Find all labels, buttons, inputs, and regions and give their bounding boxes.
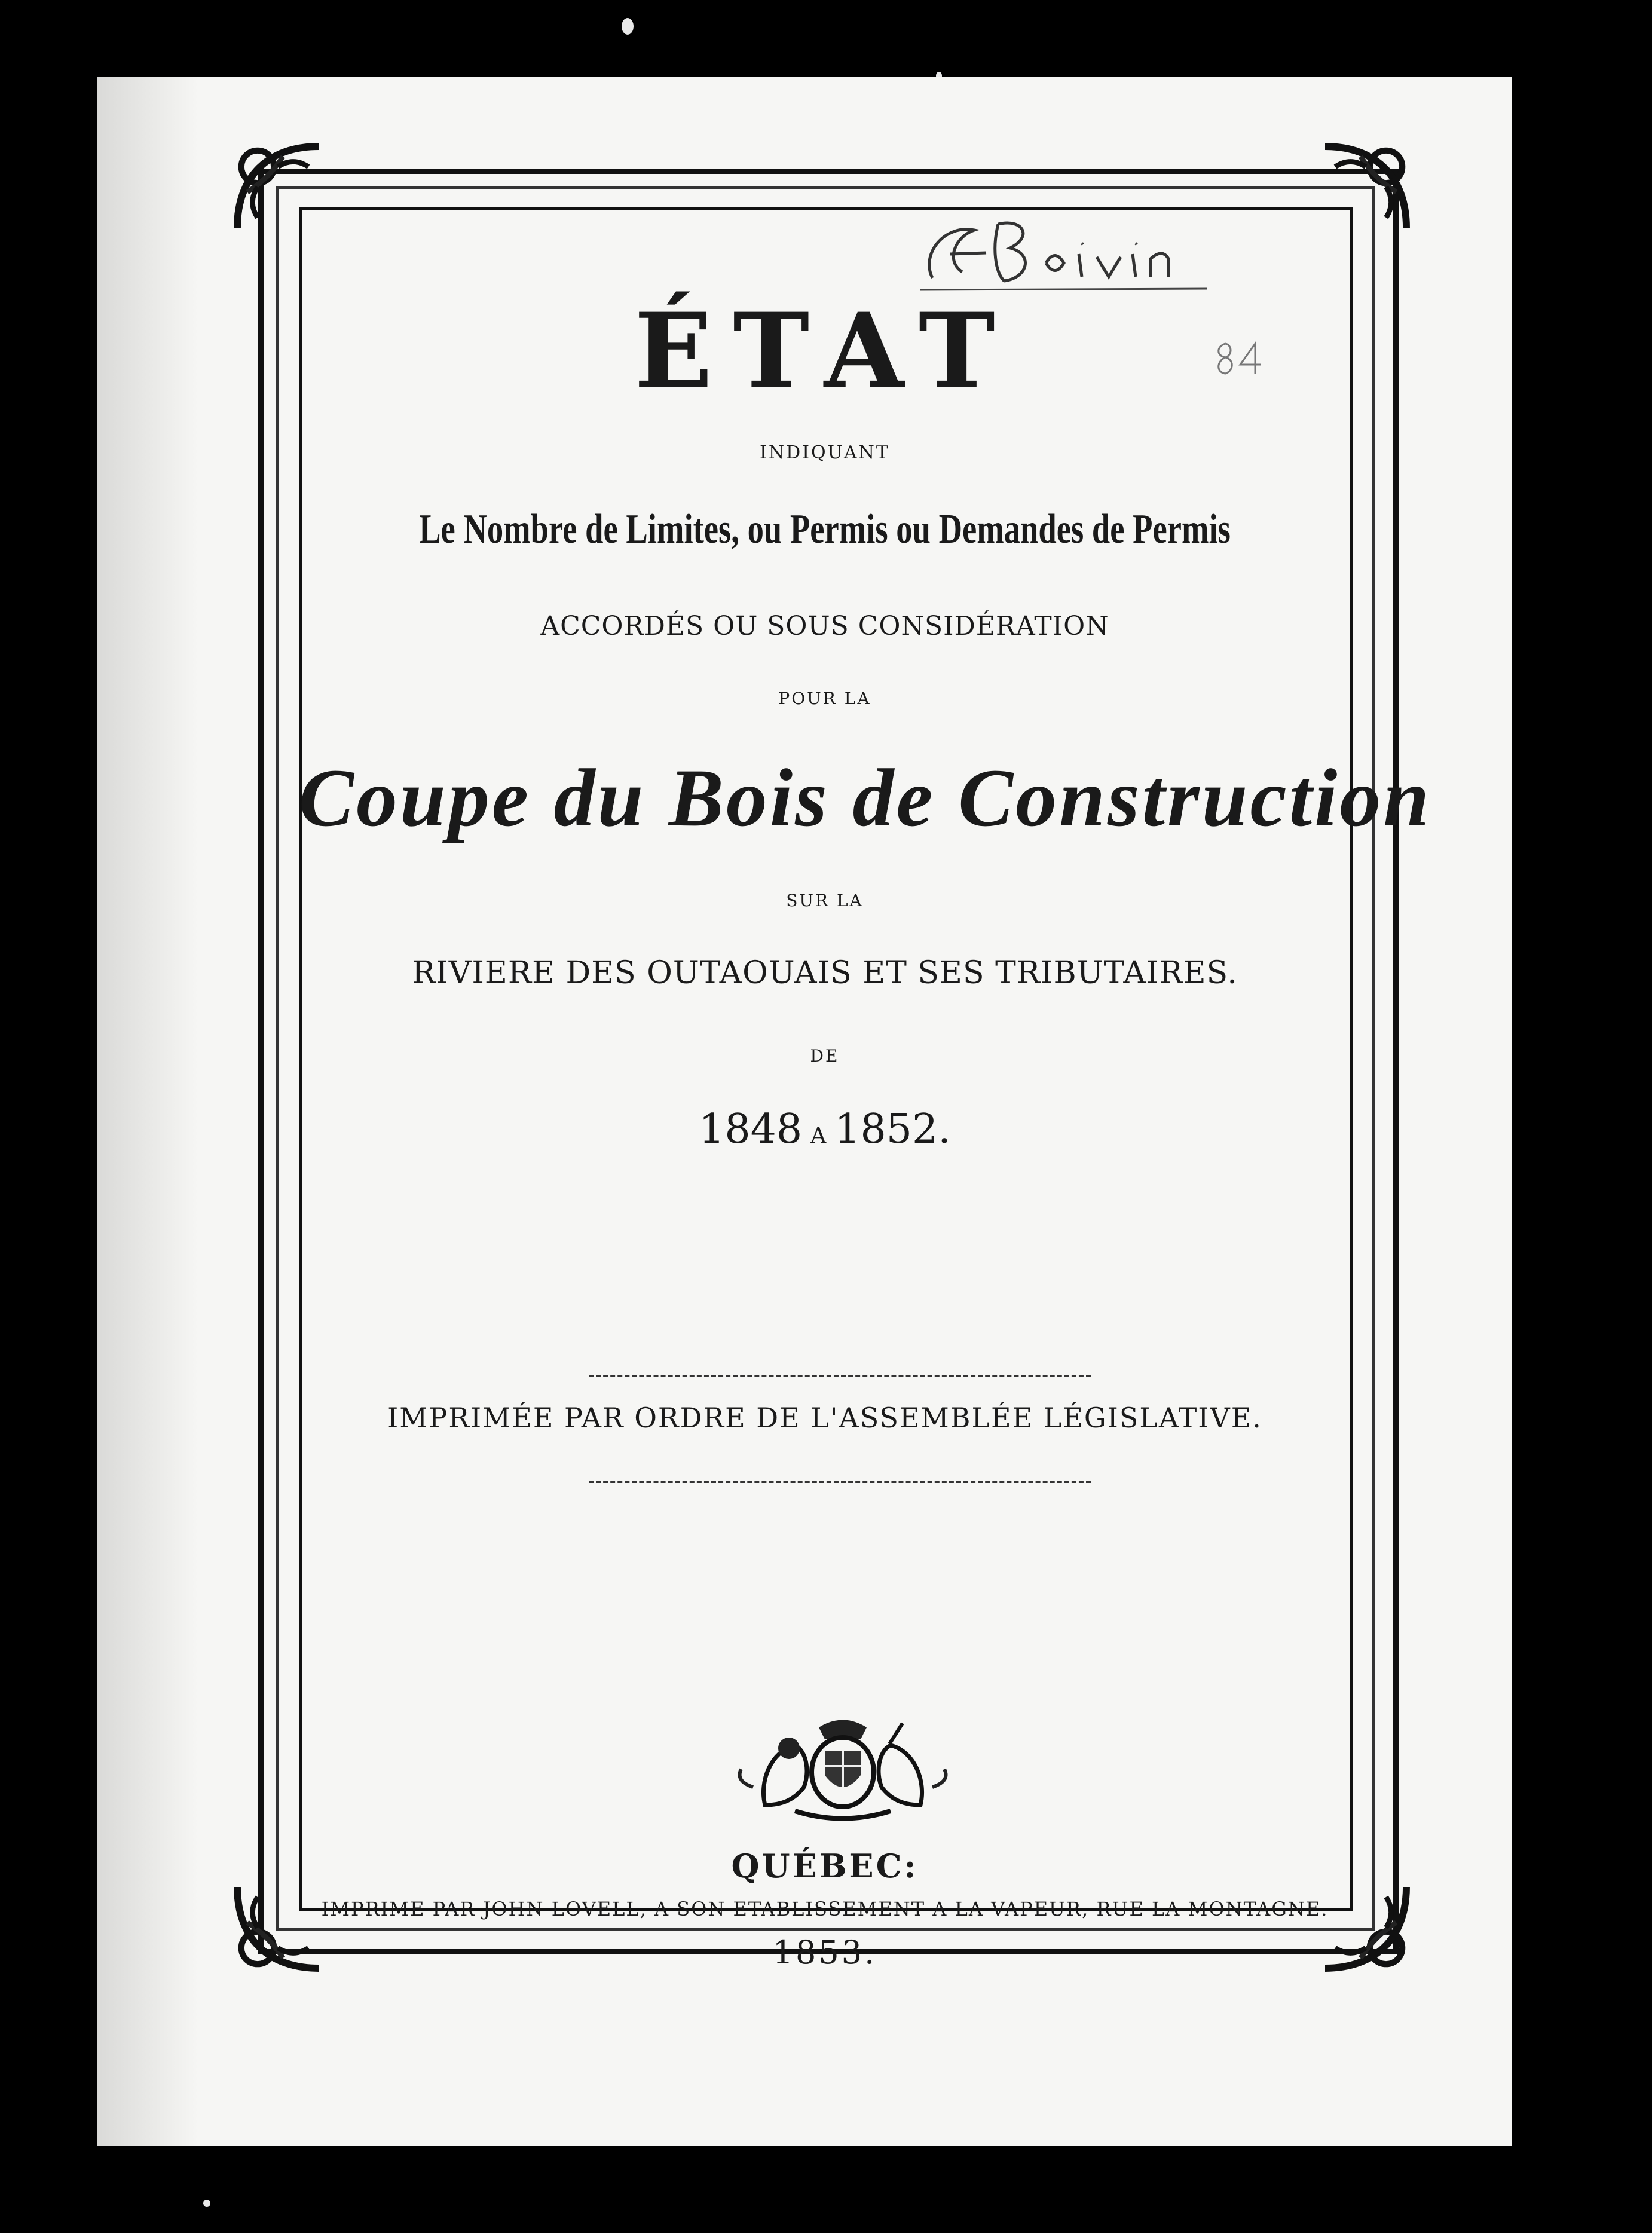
royal-coat-of-arms-icon [729, 1715, 956, 1823]
corner-ornament-icon [1315, 136, 1417, 238]
handwritten-signature [908, 206, 1213, 302]
pour-la-text: POUR LA [778, 689, 871, 708]
printing-order-text: IMPRIMÉE PAR ORDRE DE L'ASSEMBLÉE LÉGISLATIVE. [387, 1402, 1262, 1434]
background-speck [622, 18, 634, 35]
accordes-text: ACCORDÉS OU SOUS CONSIDÉRATION [540, 611, 1109, 641]
de-text: DE [810, 1046, 840, 1066]
indiquant-text: INDIQUANT [760, 442, 890, 463]
main-heading: Coupe du Bois de Construction [299, 752, 1432, 843]
divider-rule [589, 1375, 1091, 1377]
year-range [299, 1106, 1351, 1153]
page-shadow [97, 77, 198, 2146]
document-title: ÉTAT [634, 290, 1015, 411]
printer-text: IMPRIME PAR JOHN LOVELL, A SON ETABLISSEMENT A LA VAPEUR, RUE LA MONTAGNE. [321, 1898, 1329, 1920]
imprint-city: QUÉBEC: [731, 1847, 919, 1885]
background-speck [203, 2200, 210, 2207]
year-start: 1848 [699, 1106, 803, 1153]
year-end: 1852. [834, 1106, 951, 1153]
sur-la-text: SUR LA [786, 891, 864, 910]
year-separator: A [810, 1124, 827, 1148]
imprint-year: 1853. [772, 1934, 877, 1971]
river-text: RIVIERE DES OUTAOUAIS ET SES TRIBUTAIRES. [412, 955, 1238, 991]
divider-rule [589, 1481, 1091, 1483]
corner-ornament-icon [227, 136, 329, 238]
subject-line: Le Nombre de Limites, ou Permis ou Demandes de Permis [419, 506, 1231, 552]
